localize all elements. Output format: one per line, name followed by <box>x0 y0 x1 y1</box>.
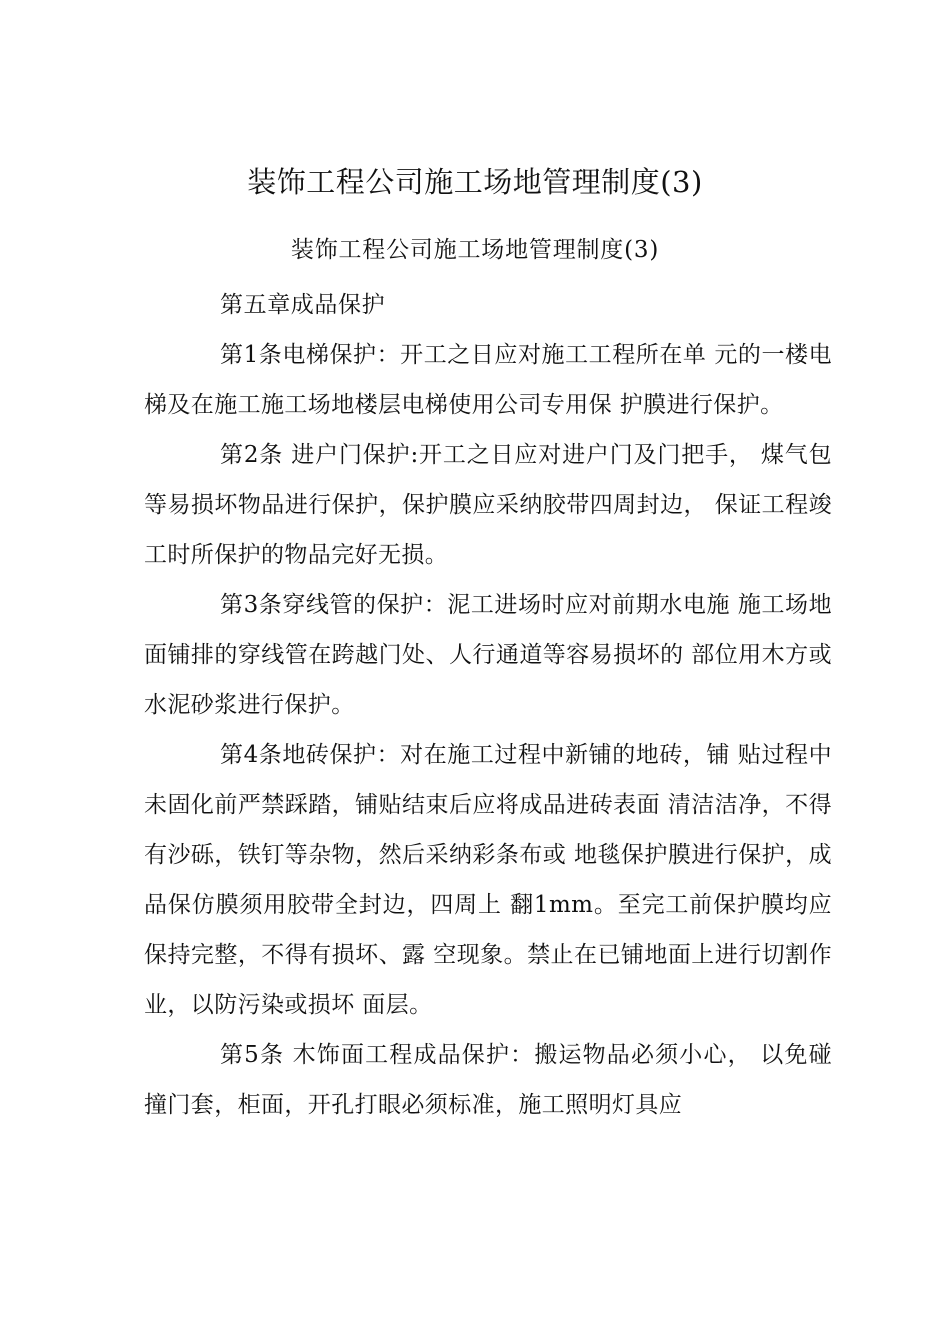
article-3-conduit: 第3条穿线管的保护：泥工进场时应对前期水电施 施工场地面铺排的穿线管在跨越门处、人行通道等容易损坏的 部位用木方或水泥砂浆进行保护。 <box>144 592 832 718</box>
document-subtitle: 装饰工程公司施工场地管理制度(3) <box>290 237 660 263</box>
article-5-wood-finish: 第5条 木饰面工程成品保护：搬运物品必须小心， 以免碰撞门套，柜面，开孔打眼必须标准，施工照明灯具应 <box>144 1042 832 1118</box>
chapter-heading: 第五章成品保护 <box>220 292 386 318</box>
article-2-entry-door: 第2条 进户门保护:开工之日应对进户门及门把手， 煤气包等易损坏物品进行保护，保护膜应采纳胶带四周封边， 保证工程竣工时所保护的物品完好无损。 <box>144 442 832 568</box>
document-title: 装饰工程公司施工场地管理制度(3) <box>247 165 703 199</box>
document-body <box>144 280 832 1130</box>
article-4-floor-tile: 第4条地砖保护：对在施工过程中新铺的地砖，铺 贴过程中未固化前严禁踩踏，铺贴结束后应将成品进砖表面 清洁洁净，不得有沙砾，铁钉等杂物，然后采纳彩条布或 地毯保护膜进行保护，成品保仿膜须用胶带全封边，四周上 翻1mm。至完工前保护膜均应保持完整，不得有损坏、露 空现象。禁止在已铺地面上进行切割作业，以防污染或损坏 面层。 <box>144 742 832 1018</box>
article-1-elevator: 第1条电梯保护：开工之日应对施工工程所在单 元的一楼电梯及在施工施工场地楼层电梯使用公司专用保 护膜进行保护。 <box>144 342 832 418</box>
